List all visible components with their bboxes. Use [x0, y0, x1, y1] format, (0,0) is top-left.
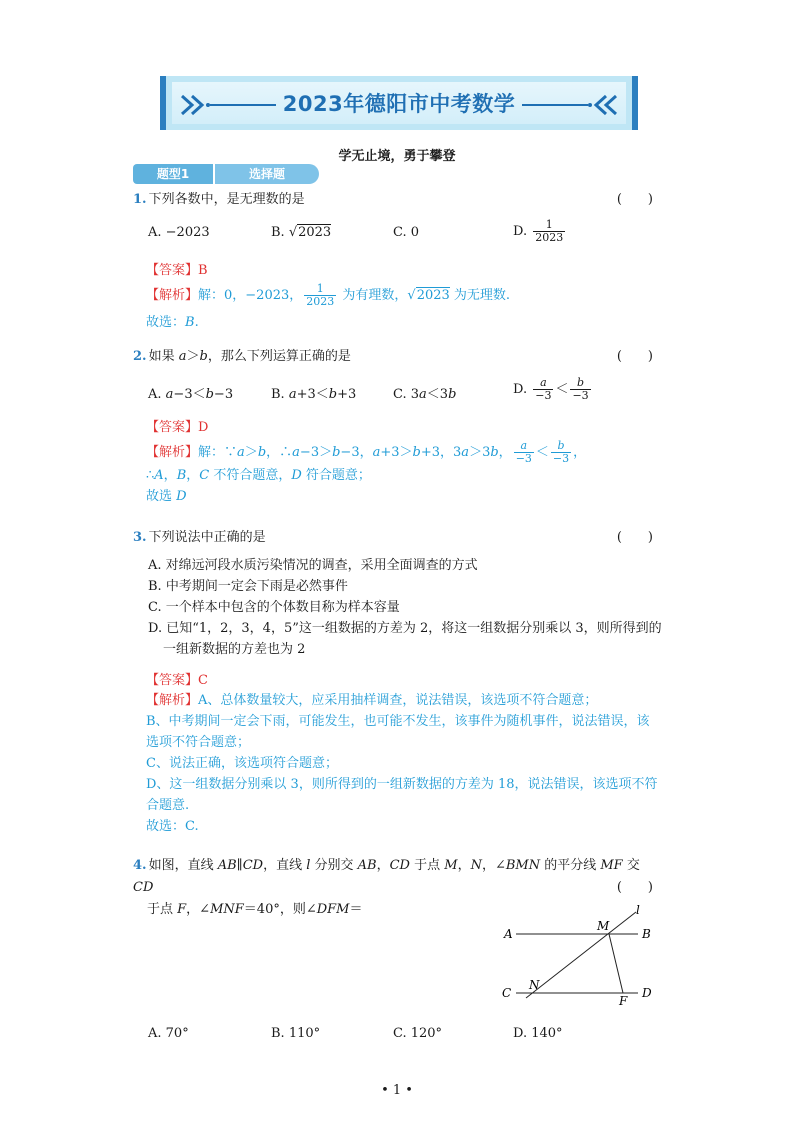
option-c: C. 一个样本中包含的个体数目称为样本容量 [148, 600, 400, 615]
option-d: D. 140° [513, 1026, 563, 1041]
answer-paren: ( ) [616, 349, 653, 364]
page-number: • 1 • [381, 1083, 413, 1098]
double-chevron-left-icon [518, 92, 618, 118]
question-stem: 下列各数中，是无理数的是 [148, 192, 305, 207]
option-c: C. 0 [393, 225, 420, 240]
label-b: B [642, 927, 651, 941]
answer-1: 【答案】B [146, 263, 208, 278]
explanation-2: 【解析】解：∵a＞b，∴a−3＞b−3，a+3＞b+3，3a＞3b， $\frac{a}{-3}$ ＜ $\frac{b}{-3}$ ， ∴A，B，C 不符合题意，D 符合题意； 故选 D [146, 439, 587, 504]
question-number: 2. [133, 349, 147, 364]
explanation-1: 【解析】解：0，−2023， $\frac{1}{2023}$ 为有理数，√2023 为无理数. 故选：B. [146, 282, 511, 330]
option-c: C. 120° [393, 1026, 443, 1041]
section-name-label: 选择题 [215, 164, 319, 184]
option-a: A. a−3＜b−3 [148, 387, 234, 402]
geometry-figure [498, 902, 666, 1006]
option-d-continued: 一组新数据的方差也为 2 [163, 642, 306, 657]
question-4-options [148, 1026, 668, 1056]
label-f: F [619, 994, 628, 1006]
question-number: 3. [133, 530, 147, 545]
label-c: C [502, 986, 512, 1000]
option-d: D. 已知“1，2，3，4，5”这一组数据的方差为 2，将这一组数据分别乘以 3，则所得到的 [148, 621, 662, 636]
label-n: N [529, 978, 540, 992]
question-2: 2. 如果 a＞b，那么下列运算正确的是 ( ) [133, 346, 663, 368]
label-m: M [597, 919, 610, 933]
answer-paren: ( ) [616, 530, 653, 545]
question-1-options [148, 218, 668, 255]
label-a: A [504, 927, 513, 941]
question-2-options [148, 376, 668, 413]
option-a: A. 70° [148, 1026, 189, 1041]
answer-paren: ( ) [616, 192, 653, 207]
option-b: B. 110° [271, 1026, 321, 1041]
motto: 学无止境，勇于攀登 [338, 149, 456, 164]
option-d: D. $\frac{a}{-3}$ ＜ $\frac{b}{-3}$ [513, 376, 589, 402]
title-banner [160, 76, 638, 130]
section-tab [133, 164, 319, 184]
option-c: C. 3a＜3b [393, 387, 457, 402]
section-type-label: 题型1 [133, 164, 213, 184]
option-b: B. √2023 [271, 225, 332, 240]
option-a: A. −2023 [148, 225, 210, 240]
answer-2: 【答案】D [146, 420, 209, 435]
question-1 [133, 189, 663, 211]
label-l: l [636, 903, 640, 917]
question-number: 1. [133, 192, 147, 207]
option-b: B. a+3＜b+3 [271, 387, 357, 402]
question-stem: 下列说法中正确的是 [148, 530, 266, 545]
explanation-3: 【解析】A、总体数量较大，应采用抽样调查，说法错误，该选项不符合题意； B、中考期间一定会下雨，可能发生，也可能不发生，该事件为随机事件，说法错误，该 选项不符合题意； C、说法正确，该选项符合题意； D、这一组数据分别乘以 3，则所得到的一组新数据的方差为 18，说法错误，该选项不符 合题意. 故选：C. [146, 693, 658, 834]
double-chevron-right-icon [180, 92, 280, 118]
title-banner-inner [172, 82, 626, 124]
question-number: 4. [133, 858, 147, 873]
answer-3: 【答案】C [146, 673, 208, 688]
option-d: D. $\frac{1}{2023}$ [513, 218, 564, 244]
label-d: D [642, 986, 652, 1000]
question-3 [133, 527, 663, 549]
page-title: 2023年德阳市中考数学 [282, 92, 516, 116]
question-4: 4. 如图，直线 AB∥CD，直线 l 分别交 AB，CD 于点 M，N，∠BMN 的平分线 MF 交 CD 于点 F，∠MNF＝40°，则∠DFM＝ ( ) [133, 858, 653, 917]
option-a: A. 对绵远河段水质污染情况的调查，采用全面调查的方式 [148, 558, 478, 573]
option-b: B. 中考期间一定会下雨是必然事件 [148, 579, 348, 594]
answer-paren: ( ) [616, 880, 653, 895]
